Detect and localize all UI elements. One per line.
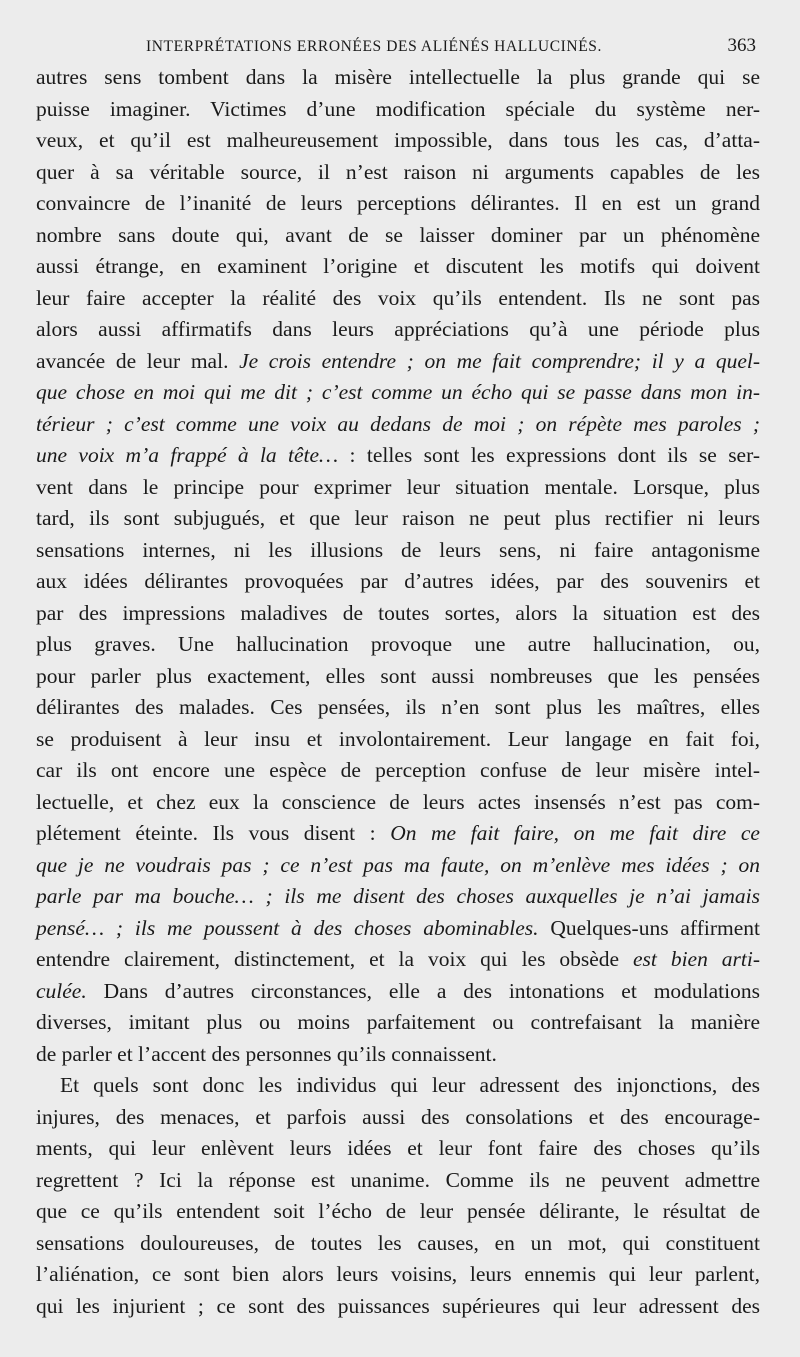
text-line xyxy=(36,755,760,787)
text-segment: tard, ils sont subjugués, et que leur raison ne peut plus rectifier ni leurs xyxy=(36,506,760,530)
text-line xyxy=(36,598,760,630)
text-segment: regrettent ? Ici la réponse est unanime. Comme ils ne peuvent admettre xyxy=(36,1167,760,1192)
italic-text-segment: une voix m’a frappé à la tête… xyxy=(36,443,339,467)
text-line xyxy=(36,944,760,976)
text-segment: car ils ont encore une espèce de perception confuse de leur misère intel- xyxy=(36,758,760,782)
text-segment: nombre sans doute qui, avant de se laisser dominer par un phénomène xyxy=(36,222,760,247)
text-line xyxy=(36,692,760,724)
text-segment: plus graves. Une hallucination provoque une autre hallucination, ou, xyxy=(36,632,760,656)
text-line xyxy=(36,1228,760,1260)
running-title: INTERPRÉTATIONS ERRONÉES DES ALIÉNÉS HALLUCINÉS. xyxy=(146,38,602,55)
italic-text-segment: culée. xyxy=(36,978,87,1003)
text-line xyxy=(36,157,760,189)
text-line xyxy=(36,314,760,346)
italic-text-segment: pensé… ; ils me poussent à des choses abominables. xyxy=(36,915,539,940)
text-segment: convaincre de l’inanité de leurs perceptions délirantes. Il en est un grand xyxy=(36,191,760,215)
text-line xyxy=(36,125,760,157)
text-segment: : telles sont les expressions dont ils se ser- xyxy=(338,443,760,467)
text-line xyxy=(36,94,760,126)
text-segment: délirantes des malades. Ces pensées, ils n’en sont plus les maîtres, elles xyxy=(36,695,760,719)
italic-text-segment: On me fait faire, on me fait dire ce xyxy=(390,821,760,845)
text-line xyxy=(36,377,760,409)
text-line xyxy=(36,188,760,220)
text-line xyxy=(36,62,760,94)
text-segment: autres sens tombent dans la misère intellectuelle la plus grande qui se xyxy=(36,65,760,89)
text-line xyxy=(36,1007,760,1039)
text-segment: pour parler plus exactement, elles sont aussi nombreuses que les pensées xyxy=(36,663,760,688)
text-segment: quer à sa véritable source, il n’est raison ni arguments capables de les xyxy=(36,159,760,184)
text-line xyxy=(36,566,760,598)
text-line xyxy=(36,472,760,504)
text-segment: que ce qu’ils entendent soit l’écho de leur pensée délirante, le résultat de xyxy=(36,1199,760,1223)
body-text xyxy=(36,62,760,1322)
text-segment: leur faire accepter la réalité des voix qu’ils entendent. Ils ne sont pas xyxy=(36,285,760,310)
text-segment: lectuelle, et chez eux la conscience de leurs actes insensés n’est pas com- xyxy=(36,789,760,814)
text-line xyxy=(36,787,760,819)
text-segment: injures, des menaces, et parfois aussi des consolations et des encourage- xyxy=(36,1104,760,1129)
text-segment: veux, et qu’il est malheureusement impossible, dans tous les cas, d’atta- xyxy=(36,128,760,152)
text-segment: par des impressions maladives de toutes sortes, alors la situation est des xyxy=(36,600,760,625)
page-number: 363 xyxy=(727,35,756,56)
text-line xyxy=(36,346,760,378)
text-segment: plétement éteinte. Ils vous disent : xyxy=(36,821,391,845)
text-segment: entendre clairement, distinctement, et la voix qui les obsède xyxy=(36,947,634,971)
italic-text-segment: que je ne voudrais pas ; ce n’est pas ma faute, on m’enlève mes idées ; on xyxy=(36,852,760,877)
text-segment: sensations douloureuses, de toutes les causes, en un mot, qui constituent xyxy=(36,1230,760,1255)
text-segment: de parler et l’accent des personnes qu’ils connaissent. xyxy=(36,1041,497,1066)
text-segment: qui les injurient ; ce sont des puissances supérieures qui leur adressent des xyxy=(36,1293,760,1318)
text-line xyxy=(36,1196,760,1228)
text-line xyxy=(36,535,760,567)
italic-text-segment: térieur ; c’est comme une voix au dedans de moi ; on répète mes paroles ; xyxy=(36,411,760,436)
text-segment: Et quels sont donc les individus qui leur adressent des injonctions, des xyxy=(60,1073,760,1097)
italic-text-segment: que chose en moi qui me dit ; c’est comme un écho qui se passe dans mon in- xyxy=(36,380,760,404)
text-line xyxy=(36,220,760,252)
text-segment: l’aliénation, ce sont bien alors leurs voisins, leurs ennemis qui leur parlent, xyxy=(36,1262,760,1286)
text-segment: Dans d’autres circonstances, elle a des intonations et modulations xyxy=(86,978,760,1003)
text-line xyxy=(36,1259,760,1291)
text-line xyxy=(36,440,760,472)
text-line xyxy=(36,503,760,535)
text-segment: sensations internes, ni les illusions de leurs sens, ni faire antagonisme xyxy=(36,537,760,562)
running-head xyxy=(36,34,764,62)
text-line xyxy=(36,976,760,1008)
text-segment: aussi étrange, en examinent l’origine et discutent les motifs qui doivent xyxy=(36,254,760,278)
text-line xyxy=(36,409,760,441)
text-segment: ments, qui leur enlèvent leurs idées et leur font faire des choses qu’ils xyxy=(36,1136,760,1160)
italic-text-segment: est bien arti- xyxy=(633,947,760,971)
text-segment: aux idées délirantes provoquées par d’autres idées, par des souvenirs et xyxy=(36,569,760,593)
text-line xyxy=(36,1291,760,1323)
text-line xyxy=(36,881,760,913)
text-segment: alors aussi affirmatifs dans leurs appréciations qu’à une période plus xyxy=(36,317,760,341)
text-line xyxy=(36,1165,760,1197)
text-line xyxy=(36,1133,760,1165)
text-line xyxy=(36,850,760,882)
text-line xyxy=(36,283,760,315)
text-segment: diverses, imitant plus ou moins parfaitement ou contrefaisant la manière xyxy=(36,1010,760,1034)
text-line xyxy=(36,251,760,283)
text-line xyxy=(36,1102,760,1134)
italic-text-segment: parle par ma bouche… ; ils me disent des choses auxquelles je n’ai jamais xyxy=(36,884,760,908)
text-line xyxy=(36,629,760,661)
text-line xyxy=(36,818,760,850)
text-line xyxy=(36,1039,760,1071)
text-segment: avancée de leur mal. xyxy=(36,348,240,373)
text-line xyxy=(36,913,760,945)
text-segment: puisse imaginer. Victimes d’une modification spéciale du système ner- xyxy=(36,96,760,121)
text-line xyxy=(36,1070,760,1102)
text-segment: Quelques-uns affirment xyxy=(538,915,760,940)
text-line xyxy=(36,724,760,756)
text-segment: se produisent à leur insu et involontairement. Leur langage en fait foi, xyxy=(36,726,760,751)
text-segment: vent dans le principe pour exprimer leur situation mentale. Lorsque, plus xyxy=(36,474,760,499)
italic-text-segment: Je crois entendre ; on me fait comprendre; il y a quel- xyxy=(239,348,760,373)
text-line xyxy=(36,661,760,693)
